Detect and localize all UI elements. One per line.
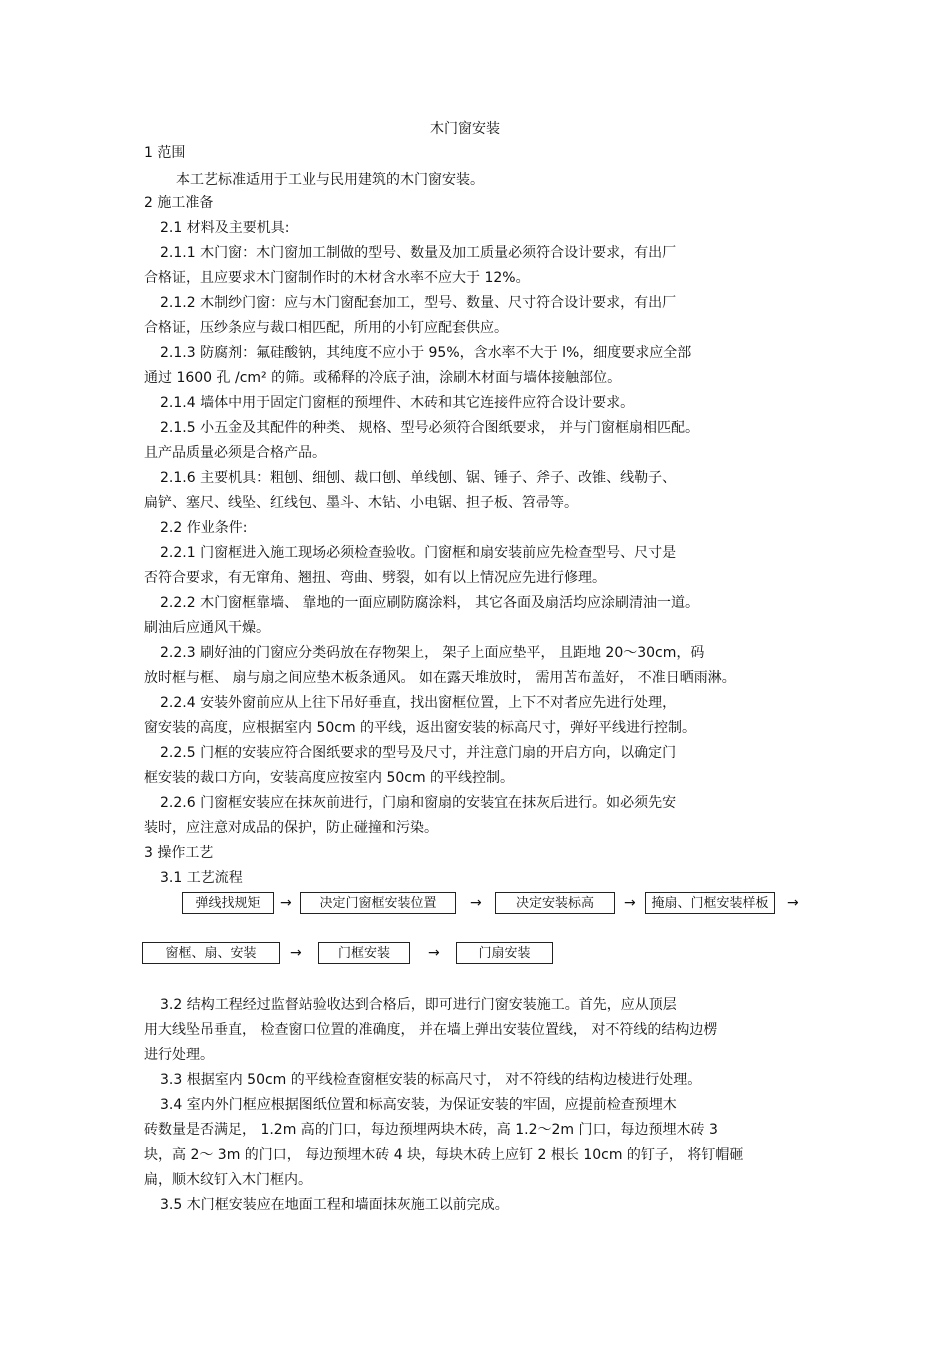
flow-arrow-2: → bbox=[470, 895, 482, 911]
item-2-2-1-line2: 否符合要求，有无窜角、翘扭、弯曲、劈裂，如有以上情况应先进行修理。 bbox=[144, 570, 606, 586]
flow-arrow-3: → bbox=[624, 895, 636, 911]
item-3-4-line3: 块，高 2～ 3m 的门口， 每边预埋木砖 4 块，每块木砖上应钉 2 根长 10cm 的钉子， 将钉帽砸 bbox=[144, 1147, 744, 1163]
item-3-5: 3.5 木门框安装应在地面工程和墙面抹灰施工以前完成。 bbox=[160, 1197, 509, 1213]
item-2-2-2-line2: 刷油后应通风干燥。 bbox=[144, 620, 270, 636]
item-2-1-6-line2: 扁铲、塞尺、线坠、红线包、墨斗、木钻、小电锯、担子板、笤帚等。 bbox=[144, 495, 578, 511]
flow-step-6: 门框安装 bbox=[318, 942, 410, 964]
section-2-2: 2.2 作业条件: bbox=[160, 520, 248, 536]
item-2-1-1-line1: 2.1.1 木门窗：木门窗加工制做的型号、数量及加工质量必须符合设计要求，有出厂 bbox=[160, 245, 677, 261]
flow-step-1: 弹线找规矩 bbox=[182, 892, 274, 914]
section-2-1: 2.1 材料及主要机具: bbox=[160, 220, 290, 236]
flow-step-4: 掩扇、门框安装样板 bbox=[645, 892, 775, 914]
item-3-4-line1: 3.4 室内外门框应根据图纸位置和标高安装，为保证安装的牢固，应提前检查预埋木 bbox=[160, 1097, 677, 1113]
item-2-2-3-line1: 2.2.3 刷好油的门窗应分类码放在存物架上， 架子上面应垫平， 且距地 20～30cm，码 bbox=[160, 645, 705, 661]
item-2-1-3-line2: 通过 1600 孔 /cm² 的筛。或稀释的冷底子油，涂刷木材面与墙体接触部位。 bbox=[144, 370, 622, 386]
item-2-2-2-line1: 2.2.2 木门窗框靠墙、 靠地的一面应刷防腐涂料， 其它各面及扇活均应涂刷清油一道。 bbox=[160, 595, 699, 611]
flow-arrow-6: → bbox=[428, 945, 440, 961]
item-3-4-line4: 扁，顺木纹钉入木门框内。 bbox=[144, 1172, 312, 1188]
item-2-1-1-line2: 合格证，且应要求木门窗制作时的木材含水率不应大于 12%。 bbox=[144, 270, 530, 286]
item-2-1-6-line1: 2.1.6 主要机具：粗刨、细刨、裁口刨、单线刨、锯、锤子、斧子、改锥、线勒子、 bbox=[160, 470, 677, 486]
item-3-4-line2: 砖数量是否满足， 1.2m 高的门口，每边预埋两块木砖，高 1.2～2m 门口，每边预埋木砖 3 bbox=[144, 1122, 718, 1138]
flow-arrow-5: → bbox=[290, 945, 302, 961]
section-3-heading: 3 操作工艺 bbox=[144, 845, 214, 861]
section-3-1: 3.1 工艺流程 bbox=[160, 870, 243, 886]
flow-arrow-1: → bbox=[280, 895, 292, 911]
flow-arrow-4: → bbox=[787, 895, 799, 911]
item-2-2-6-line1: 2.2.6 门窗框安装应在抹灰前进行，门扇和窗扇的安装宜在抹灰后进行。如必须先安 bbox=[160, 795, 677, 811]
item-2-2-4-line2: 窗安装的高度，应根据室内 50cm 的平线，返出窗安装的标高尺寸，弹好平线进行控制。 bbox=[144, 720, 697, 736]
item-3-2-line3: 进行处理。 bbox=[144, 1047, 214, 1063]
item-2-2-5-line2: 框安装的裁口方向，安装高度应按室内 50cm 的平线控制。 bbox=[144, 770, 515, 786]
flow-step-2: 决定门窗框安装位置 bbox=[300, 892, 456, 914]
item-2-1-5-line1: 2.1.5 小五金及其配件的种类、 规格、型号必须符合图纸要求， 并与门窗框扇相匹配。 bbox=[160, 420, 699, 436]
item-2-2-4-line1: 2.2.4 安装外窗前应从上往下吊好垂直，找出窗框位置，上下不对者应先进行处理， bbox=[160, 695, 677, 711]
item-3-2-line1: 3.2 结构工程经过监督站验收达到合格后，即可进行门窗安装施工。首先，应从顶层 bbox=[160, 997, 677, 1013]
item-2-1-4: 2.1.4 墙体中用于固定门窗框的预埋件、木砖和其它连接件应符合设计要求。 bbox=[160, 395, 635, 411]
section-2-heading: 2 施工准备 bbox=[144, 195, 214, 211]
item-2-1-2-line1: 2.1.2 木制纱门窗：应与木门窗配套加工，型号、数量、尺寸符合设计要求，有出厂 bbox=[160, 295, 677, 311]
page-title: 木门窗安装 bbox=[430, 121, 500, 137]
section-1-heading: 1 范围 bbox=[144, 145, 186, 161]
item-3-2-line2: 用大线坠吊垂直， 检查窗口位置的准确度， 并在墙上弹出安装位置线， 对不符线的结构边楞 bbox=[144, 1022, 718, 1038]
item-2-2-1-line1: 2.2.1 门窗框进入施工现场必须检查验收。门窗框和扇安装前应先检查型号、尺寸是 bbox=[160, 545, 677, 561]
item-2-1-2-line2: 合格证，压纱条应与裁口相匹配，所用的小钉应配套供应。 bbox=[144, 320, 508, 336]
flow-step-7: 门扇安装 bbox=[456, 942, 553, 964]
item-2-2-3-line2: 放时框与框、 扇与扇之间应垫木板条通风。 如在露天堆放时， 需用苫布盖好， 不准日晒雨淋。 bbox=[144, 670, 736, 686]
section-1-body: 本工艺标准适用于工业与民用建筑的木门窗安装。 bbox=[176, 172, 484, 188]
item-2-1-5-line2: 且产品质量必须是合格产品。 bbox=[144, 445, 326, 461]
item-2-2-5-line1: 2.2.5 门框的安装应符合图纸要求的型号及尺寸，并注意门扇的开启方向，以确定门 bbox=[160, 745, 677, 761]
item-2-2-6-line2: 装时，应注意对成品的保护，防止碰撞和污染。 bbox=[144, 820, 438, 836]
item-3-3: 3.3 根据室内 50cm 的平线检查窗框安装的标高尺寸， 对不符线的结构边棱进行处理。 bbox=[160, 1072, 702, 1088]
item-2-1-3-line1: 2.1.3 防腐剂：氟硅酸钠，其纯度不应小于 95%，含水率不大于 l%，细度要求应全部 bbox=[160, 345, 692, 361]
flow-step-5: 窗框、扇、安装 bbox=[142, 942, 280, 964]
flow-step-3: 决定安装标高 bbox=[495, 892, 615, 914]
